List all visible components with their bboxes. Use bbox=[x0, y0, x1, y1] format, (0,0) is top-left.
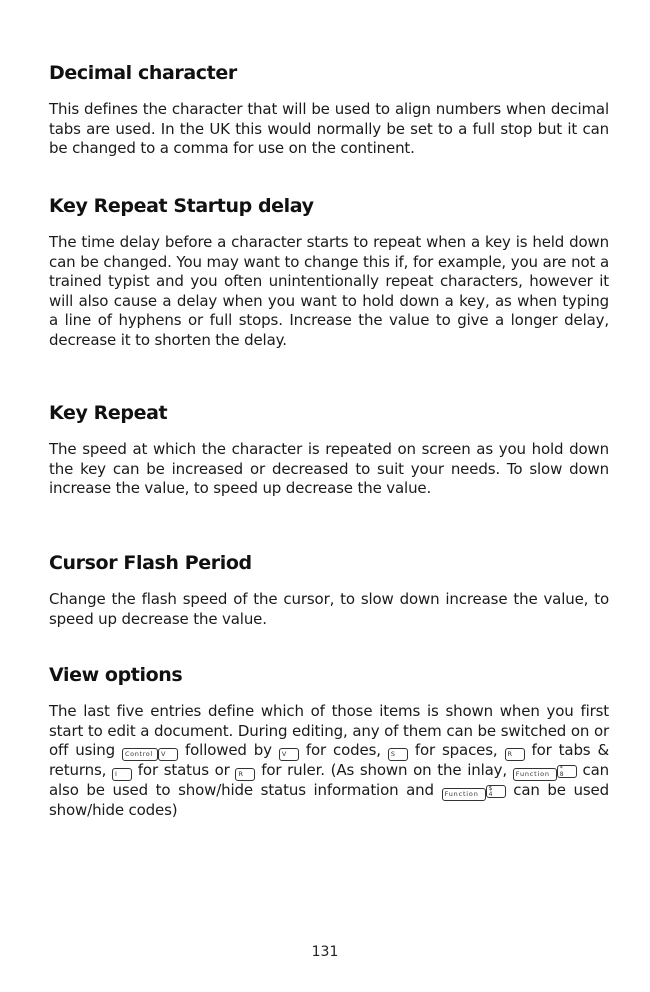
heading-key-repeat: Key Repeat bbox=[49, 402, 168, 424]
text-fragment: for ruler. (As shown on the inlay, bbox=[261, 761, 507, 780]
section-view-options bbox=[49, 664, 609, 821]
paragraph-view-options bbox=[49, 702, 609, 821]
paragraph-key-repeat: The speed at which the character is repeated on screen as you hold down the key can be increased or decreased to suit your needs. To slow down increase the value, to speed up decrease the value. bbox=[49, 440, 609, 498]
function-key-icon: Function bbox=[513, 768, 557, 781]
v-key-icon: V bbox=[279, 748, 299, 761]
text-fragment: The last five entries define which of those items is shown when you first start to edit a document. During editing, any of them can be switched on or off using bbox=[49, 702, 609, 760]
control-key-icon: Control bbox=[122, 748, 158, 761]
text-fragment: can also be used to show/hide status information and bbox=[49, 761, 610, 800]
section-key-repeat bbox=[49, 402, 609, 499]
v-key-icon: V bbox=[158, 748, 178, 761]
r-key-icon: R bbox=[505, 748, 525, 761]
paragraph-cursor-flash-period: Change the flash speed of the cursor, to slow down increase the value, to speed up decrease the value. bbox=[49, 590, 609, 628]
key-4-bottom-glyph: 4 bbox=[488, 791, 493, 799]
s-key-icon: S bbox=[388, 748, 408, 761]
text-fragment: for tabs & returns, bbox=[49, 741, 609, 780]
text-fragment: for codes, bbox=[305, 741, 381, 760]
key-4-icon bbox=[486, 785, 506, 798]
heading-key-repeat-startup-delay: Key Repeat Startup delay bbox=[49, 195, 314, 217]
i-key-icon: I bbox=[112, 768, 132, 781]
text-fragment: for status or bbox=[137, 761, 230, 780]
paragraph-key-repeat-startup-delay: The time delay before a character starts to repeat when a key is held down can be changed. You may want to change this if, for example, you are not a trained typist and you often unintentionally repeat characters, however it will also cause a delay when you want to hold down a key, as when typing a line of hyphens or full stops. Increase the value to give a longer delay, decrease it to shorten the delay. bbox=[49, 233, 609, 349]
r-key-icon: R bbox=[235, 768, 255, 781]
function-key-icon: Function bbox=[442, 788, 486, 801]
text-fragment: followed by bbox=[185, 741, 272, 760]
text-fragment: for spaces, bbox=[414, 741, 498, 760]
key-8-top-glyph: * bbox=[559, 765, 563, 773]
heading-view-options: View options bbox=[49, 664, 183, 686]
heading-cursor-flash-period: Cursor Flash Period bbox=[49, 552, 252, 574]
section-cursor-flash-period bbox=[49, 552, 609, 629]
section-key-repeat-startup-delay bbox=[49, 195, 609, 351]
key-8-icon bbox=[557, 765, 577, 778]
page-number: 131 bbox=[311, 944, 339, 960]
paragraph-decimal-character: This defines the character that will be used to align numbers when decimal tabs are used. In the UK this would normally be set to a full stop but it can be changed to a comma for use on the continent. bbox=[49, 100, 609, 158]
heading-decimal-character: Decimal character bbox=[49, 62, 237, 84]
key-4-top-glyph: $ bbox=[488, 785, 493, 793]
text-fragment: can be used show/hide codes) bbox=[49, 781, 609, 820]
section-decimal-character bbox=[49, 62, 609, 159]
key-8-bottom-glyph: 8 bbox=[559, 771, 564, 779]
